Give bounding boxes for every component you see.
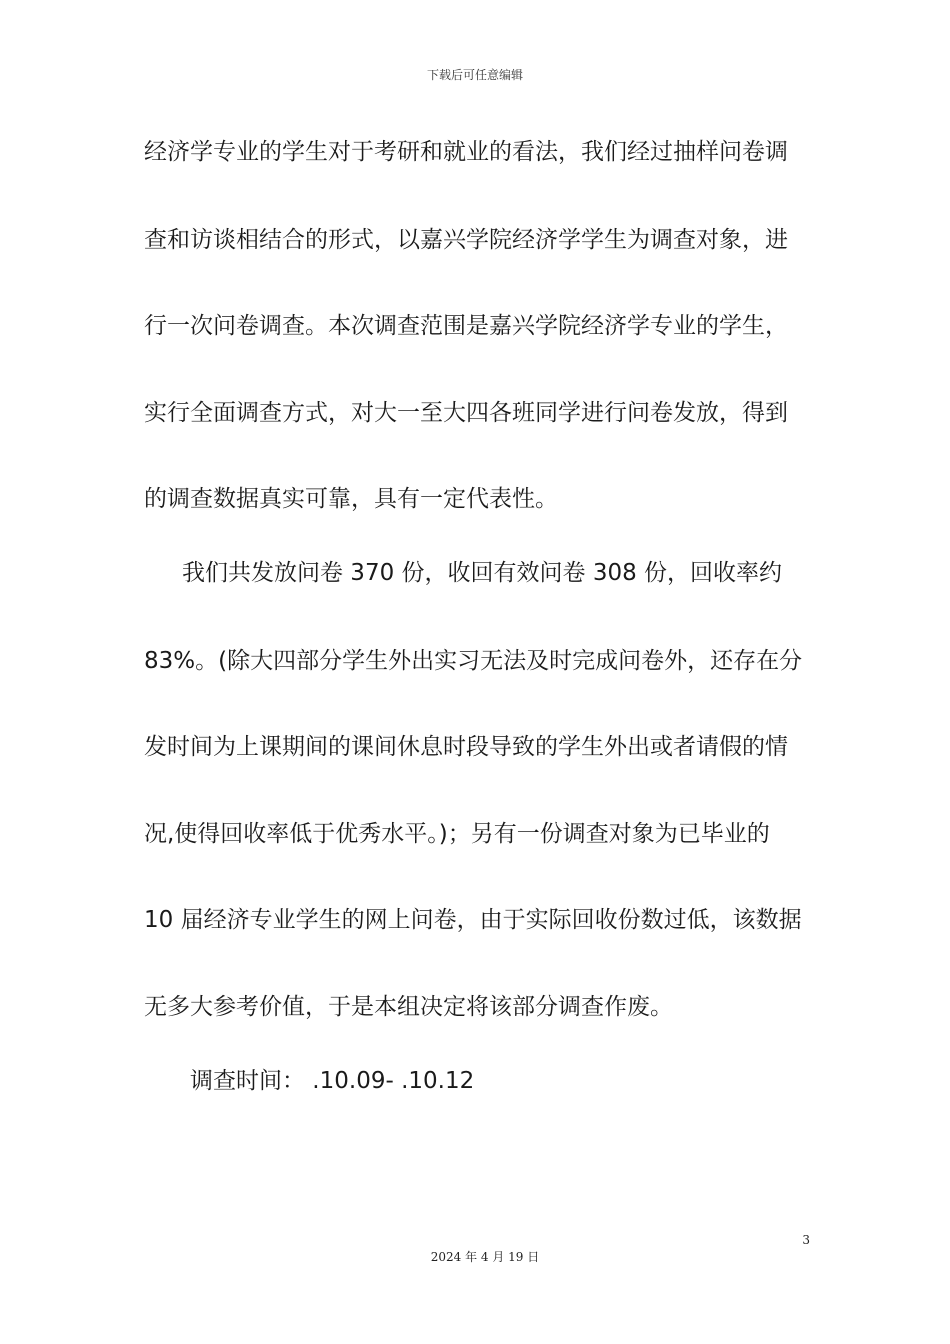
page-number: 3 <box>802 1233 810 1247</box>
body-line: 无多大参考价值，于是本组决定将该部分调查作废。 <box>144 994 673 1020</box>
body-line-indented: 我们共发放问卷 370 份，收回有效问卷 308 份，回收率约 <box>182 560 783 586</box>
body-line: 发时间为上课期间的课间休息时段导致的学生外出或者请假的情 <box>144 734 788 760</box>
body-line: 实行全面调查方式，对大一至大四各班同学进行问卷发放，得到 <box>144 400 788 426</box>
body-line: 况,使得回收率低于优秀水平。)；另有一份调查对象为已毕业的 <box>144 821 770 847</box>
page-header: 下载后可任意编辑 <box>426 68 523 82</box>
survey-time-line: 调查时间： .10.09- .10.12 <box>190 1068 475 1094</box>
body-line: 的调查数据真实可靠，具有一定代表性。 <box>144 486 558 512</box>
body-line: 10 届经济专业学生的网上问卷，由于实际回收份数过低，该数据 <box>144 907 802 933</box>
body-line: 83%。(除大四部分学生外出实习无法及时完成问卷外，还存在分 <box>144 648 803 674</box>
body-line: 行一次问卷调查。本次调查范围是嘉兴学院经济学专业的学生， <box>144 313 788 339</box>
body-line: 查和访谈相结合的形式，以嘉兴学院经济学学生为调查对象，进 <box>144 227 788 253</box>
footer-date: 2024 年 4 月 19 日 <box>430 1250 540 1264</box>
body-line: 经济学专业的学生对于考研和就业的看法，我们经过抽样问卷调 <box>144 139 788 165</box>
